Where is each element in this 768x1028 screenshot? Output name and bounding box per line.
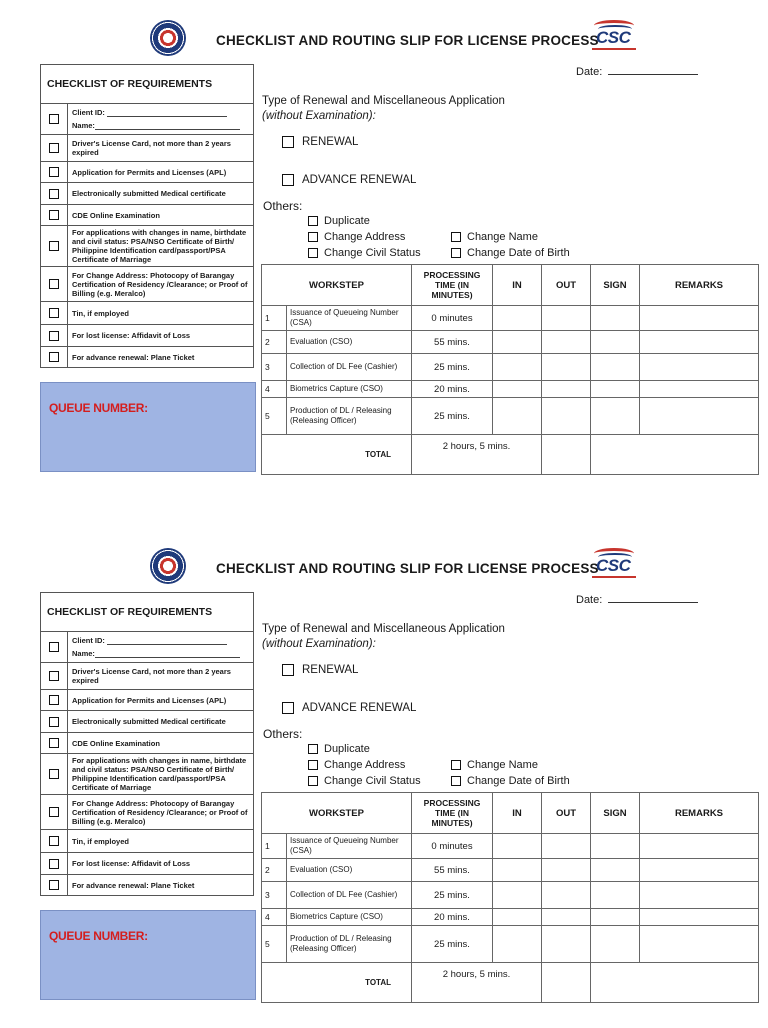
checkbox[interactable] [451, 776, 461, 786]
total-time: 2 hours, 5 mins. [412, 963, 542, 1003]
checkbox[interactable] [41, 663, 68, 689]
row-time: 0 minutes [412, 834, 493, 859]
checkbox[interactable] [282, 136, 294, 148]
option-change-address-label: Change Address [324, 231, 406, 243]
checkbox[interactable] [41, 853, 68, 874]
cell-total-blank[interactable] [591, 963, 759, 1003]
checkbox[interactable] [41, 302, 68, 324]
checkbox[interactable] [308, 248, 318, 258]
checkbox[interactable] [41, 267, 68, 301]
cell-out[interactable] [542, 381, 591, 398]
cell-sign[interactable] [591, 381, 640, 398]
checkbox[interactable] [451, 248, 461, 258]
cell-sign[interactable] [591, 834, 640, 859]
table-row [262, 331, 759, 354]
col-remarks: REMARKS [640, 793, 759, 834]
checkbox[interactable] [41, 226, 68, 266]
checklist-item-label: Driver's License Card, not more than 2 years expired [72, 139, 231, 157]
row-number: 2 [262, 331, 287, 354]
cell-remarks[interactable] [640, 398, 759, 435]
checklist-item [41, 325, 253, 347]
table-row [262, 306, 759, 331]
checklist-item-label: For advance renewal: Plane Ticket [72, 352, 195, 362]
row-workstep: Production of DL / Releasing (Releasing Officer) [287, 398, 412, 435]
checkbox[interactable] [41, 632, 68, 662]
cell-remarks[interactable] [640, 834, 759, 859]
checklist-header: CHECKLIST OF REQUIREMENTS [41, 593, 253, 632]
checkbox[interactable] [451, 760, 461, 770]
row-workstep: Issuance of Queueing Number (CSA) [287, 306, 412, 331]
col-workstep: WORKSTEP [262, 793, 412, 834]
renewal-type-title: Type of Renewal and Miscellaneous Application [262, 95, 505, 107]
cell-in[interactable] [493, 859, 542, 882]
table-row [262, 354, 759, 381]
checklist-item [41, 754, 253, 795]
date-field[interactable] [576, 594, 698, 606]
col-in: IN [493, 793, 542, 834]
checklist-item-label: For lost license: Affidavit of Loss [72, 859, 191, 868]
row-workstep: Production of DL / Releasing (Releasing Officer) [287, 926, 412, 963]
row-workstep: Biometrics Capture (CSO) [287, 381, 412, 398]
checklist-item [41, 205, 253, 226]
cell-in[interactable] [493, 331, 542, 354]
row-time: 25 mins. [412, 882, 493, 909]
option-renewal-label: RENEWAL [302, 664, 359, 676]
col-processing-time: PROCESSING TIME (IN MINUTES) [412, 793, 493, 834]
cell-total-out[interactable] [542, 435, 591, 475]
checklist-item [41, 853, 253, 875]
checkbox[interactable] [308, 744, 318, 754]
cell-total-out[interactable] [542, 963, 591, 1003]
table-row [262, 859, 759, 882]
cell-sign[interactable] [591, 331, 640, 354]
col-in: IN [493, 265, 542, 306]
others-label: Others: [263, 727, 303, 741]
checkbox[interactable] [41, 135, 68, 161]
option-change-name-label: Change Name [467, 231, 538, 243]
total-row [262, 963, 759, 1003]
row-number: 1 [262, 306, 287, 331]
cell-sign[interactable] [591, 926, 640, 963]
checklist-item [41, 795, 253, 830]
table-row [262, 926, 759, 963]
row-time: 25 mins. [412, 354, 493, 381]
row-time: 55 mins. [412, 331, 493, 354]
date-field[interactable] [576, 66, 698, 78]
checklist-item-label: For applications with changes in name, birthdate and civil status: PSA/NSO Certificate of Birth/ Philippine Identification card/passport/PSA Certificate of Marriage [72, 756, 247, 792]
row-workstep: Biometrics Capture (CSO) [287, 909, 412, 926]
date-label: Date: [576, 594, 603, 606]
checkbox[interactable] [41, 325, 68, 346]
row-number: 2 [262, 859, 287, 882]
checklist-item [41, 830, 253, 853]
option-change-dob-label: Change Date of Birth [467, 247, 570, 259]
checklist-item-label: Tin, if employed [72, 308, 129, 318]
option-duplicate[interactable] [308, 743, 370, 755]
checkbox[interactable] [41, 205, 68, 225]
checklist-item [41, 302, 253, 325]
option-renewal[interactable] [282, 664, 358, 676]
table-row [262, 398, 759, 435]
cell-in[interactable] [493, 306, 542, 331]
renewal-type-subtitle: (without Examination): [262, 110, 376, 122]
cell-remarks[interactable] [640, 926, 759, 963]
renewal-type-heading [262, 622, 505, 652]
cell-in[interactable] [493, 354, 542, 381]
checklist-item-label: For Change Address: Photocopy of Barangay Certification of Residency /Clearance; or Proof of Billing (e.g. Meralco) [72, 798, 248, 826]
checkbox[interactable] [308, 760, 318, 770]
cell-out[interactable] [542, 354, 591, 381]
checkbox[interactable] [282, 702, 294, 714]
checkbox[interactable] [41, 711, 68, 732]
checklist-item-label: For lost license: Affidavit of Loss [72, 331, 191, 340]
row-time: 25 mins. [412, 398, 493, 435]
routing-slip-bottom [0, 528, 768, 1028]
cell-total-blank[interactable] [591, 435, 759, 475]
checklist-item-label: For applications with changes in name, birthdate and civil status: PSA/NSO Certificate of Birth/ Philippine Identification card/passport/PSA Certificate of Marriage [72, 228, 247, 264]
cell-sign[interactable] [591, 398, 640, 435]
checklist-item [41, 135, 253, 162]
option-duplicate-label: Duplicate [324, 743, 370, 755]
total-label: TOTAL [262, 963, 412, 1003]
col-sign: SIGN [591, 793, 640, 834]
total-time: 2 hours, 5 mins. [412, 435, 542, 475]
row-time: 20 mins. [412, 909, 493, 926]
checklist-header: CHECKLIST OF REQUIREMENTS [41, 65, 253, 104]
checkbox[interactable] [41, 347, 68, 367]
cell-sign[interactable] [591, 354, 640, 381]
total-label: TOTAL [262, 435, 412, 475]
routing-slip-top [0, 0, 768, 500]
row-number: 3 [262, 882, 287, 909]
cell-out[interactable] [542, 859, 591, 882]
checkbox[interactable] [41, 162, 68, 182]
cell-out[interactable] [542, 882, 591, 909]
name-label: Name: [72, 121, 95, 130]
checkbox[interactable] [41, 104, 68, 134]
checkbox[interactable] [451, 232, 461, 242]
table-row [262, 882, 759, 909]
cell-sign[interactable] [591, 859, 640, 882]
form-title: CHECKLIST AND ROUTING SLIP FOR LICENSE PROCESS [216, 33, 599, 48]
checklist-item-label: Tin, if employed [72, 836, 129, 846]
checklist-of-requirements [40, 64, 254, 368]
option-change-address[interactable] [308, 231, 405, 243]
name-label: Name: [72, 649, 95, 658]
cell-sign[interactable] [591, 909, 640, 926]
option-change-date-of-birth[interactable] [451, 775, 570, 787]
cell-in[interactable] [493, 909, 542, 926]
client-id-label: Client ID: [72, 108, 105, 117]
checklist-item-label: For advance renewal: Plane Ticket [72, 880, 195, 890]
checklist-item [41, 690, 253, 711]
option-change-civil-status-label: Change Civil Status [324, 247, 421, 259]
checkbox[interactable] [41, 830, 68, 852]
cell-in[interactable] [493, 398, 542, 435]
col-remarks: REMARKS [640, 265, 759, 306]
option-change-civil-status[interactable] [308, 775, 421, 787]
renewal-type-subtitle: (without Examination): [262, 638, 376, 650]
checklist-item-client [41, 104, 253, 135]
checklist-of-requirements [40, 592, 254, 896]
checkbox[interactable] [308, 216, 318, 226]
cell-remarks[interactable] [640, 882, 759, 909]
cell-remarks[interactable] [640, 909, 759, 926]
row-workstep: Evaluation (CSO) [287, 331, 412, 354]
cell-out[interactable] [542, 834, 591, 859]
checklist-item-client [41, 632, 253, 663]
table-header-row [262, 793, 759, 834]
option-advance-renewal-label: ADVANCE RENEWAL [302, 174, 417, 186]
row-time: 0 minutes [412, 306, 493, 331]
checklist-item-label: For Change Address: Photocopy of Barangay Certification of Residency /Clearance; or Proof of Billing (e.g. Meralco) [72, 270, 248, 298]
total-row [262, 435, 759, 475]
cell-remarks[interactable] [640, 859, 759, 882]
table-row [262, 381, 759, 398]
row-time: 20 mins. [412, 381, 493, 398]
row-number: 5 [262, 926, 287, 963]
option-change-date-of-birth[interactable] [451, 247, 570, 259]
queue-number-box [40, 382, 256, 472]
checklist-item-label: CDE Online Examination [72, 210, 160, 220]
cell-sign[interactable] [591, 882, 640, 909]
row-workstep: Collection of DL Fee (Cashier) [287, 882, 412, 909]
row-number: 5 [262, 398, 287, 435]
row-number: 4 [262, 381, 287, 398]
checkbox[interactable] [282, 664, 294, 676]
option-change-address-label: Change Address [324, 759, 406, 771]
form-title: CHECKLIST AND ROUTING SLIP FOR LICENSE PROCESS [216, 561, 599, 576]
cell-remarks[interactable] [640, 381, 759, 398]
table-row [262, 909, 759, 926]
checklist-item [41, 875, 253, 895]
checklist-item [41, 183, 253, 205]
checkbox[interactable] [308, 232, 318, 242]
checkbox[interactable] [41, 875, 68, 895]
checkbox[interactable] [41, 733, 68, 753]
checklist-item [41, 347, 253, 367]
option-change-civil-status-label: Change Civil Status [324, 775, 421, 787]
option-duplicate-label: Duplicate [324, 215, 370, 227]
cell-out[interactable] [542, 398, 591, 435]
lto-seal-logo [150, 548, 186, 584]
checklist-item [41, 663, 253, 690]
checklist-item-label: Electronically submitted Medical certificate [72, 717, 226, 726]
queue-number-label: QUEUE NUMBER: [49, 401, 148, 415]
renewal-type-heading [262, 94, 505, 124]
row-number: 1 [262, 834, 287, 859]
queue-number-box [40, 910, 256, 1000]
option-renewal[interactable] [282, 136, 358, 148]
cell-remarks[interactable] [640, 331, 759, 354]
checkbox[interactable] [41, 795, 68, 829]
option-change-name-label: Change Name [467, 759, 538, 771]
csc-logo-text: CSC [596, 28, 631, 47]
cell-in[interactable] [493, 926, 542, 963]
queue-number-label: QUEUE NUMBER: [49, 929, 148, 943]
cell-in[interactable] [493, 882, 542, 909]
row-time: 55 mins. [412, 859, 493, 882]
csc-logo-text: CSC [596, 556, 631, 575]
cell-out[interactable] [542, 331, 591, 354]
option-change-name[interactable] [451, 759, 538, 771]
checkbox[interactable] [41, 690, 68, 710]
cell-in[interactable] [493, 381, 542, 398]
date-label: Date: [576, 66, 603, 78]
option-duplicate[interactable] [308, 215, 370, 227]
option-change-dob-label: Change Date of Birth [467, 775, 570, 787]
checkbox[interactable] [41, 183, 68, 204]
cell-remarks[interactable] [640, 306, 759, 331]
checklist-item-label: CDE Online Examination [72, 738, 160, 748]
option-advance-renewal[interactable] [282, 174, 416, 186]
csc-logo [590, 18, 638, 54]
checklist-item-label: Driver's License Card, not more than 2 years expired [72, 667, 231, 685]
checklist-item [41, 733, 253, 754]
col-workstep: WORKSTEP [262, 265, 412, 306]
workstep-table [261, 792, 759, 1003]
cell-out[interactable] [542, 306, 591, 331]
checkbox[interactable] [308, 776, 318, 786]
row-workstep: Collection of DL Fee (Cashier) [287, 354, 412, 381]
col-out: OUT [542, 265, 591, 306]
table-row [262, 834, 759, 859]
row-time: 25 mins. [412, 926, 493, 963]
cell-remarks[interactable] [640, 354, 759, 381]
cell-out[interactable] [542, 926, 591, 963]
lto-seal-logo [150, 20, 186, 56]
row-workstep: Issuance of Queueing Number (CSA) [287, 834, 412, 859]
col-out: OUT [542, 793, 591, 834]
cell-sign[interactable] [591, 306, 640, 331]
row-workstep: Evaluation (CSO) [287, 859, 412, 882]
checklist-item-label: Application for Permits and Licenses (APL) [72, 695, 227, 705]
cell-in[interactable] [493, 834, 542, 859]
option-advance-renewal[interactable] [282, 702, 416, 714]
checkbox[interactable] [282, 174, 294, 186]
table-header-row [262, 265, 759, 306]
workstep-table [261, 264, 759, 475]
checklist-item [41, 162, 253, 183]
col-processing-time: PROCESSING TIME (IN MINUTES) [412, 265, 493, 306]
client-id-label: Client ID: [72, 636, 105, 645]
option-change-civil-status[interactable] [308, 247, 421, 259]
option-advance-renewal-label: ADVANCE RENEWAL [302, 702, 417, 714]
col-sign: SIGN [591, 265, 640, 306]
checklist-item-label: Electronically submitted Medical certificate [72, 189, 226, 198]
renewal-type-title: Type of Renewal and Miscellaneous Application [262, 623, 505, 635]
cell-out[interactable] [542, 909, 591, 926]
row-number: 3 [262, 354, 287, 381]
checklist-item [41, 267, 253, 302]
checklist-item-label: Application for Permits and Licenses (APL) [72, 167, 227, 177]
option-change-name[interactable] [451, 231, 538, 243]
checklist-item [41, 711, 253, 733]
csc-logo [590, 546, 638, 582]
checklist-item [41, 226, 253, 267]
option-change-address[interactable] [308, 759, 405, 771]
others-label: Others: [263, 199, 303, 213]
checkbox[interactable] [41, 754, 68, 794]
option-renewal-label: RENEWAL [302, 136, 359, 148]
row-number: 4 [262, 909, 287, 926]
